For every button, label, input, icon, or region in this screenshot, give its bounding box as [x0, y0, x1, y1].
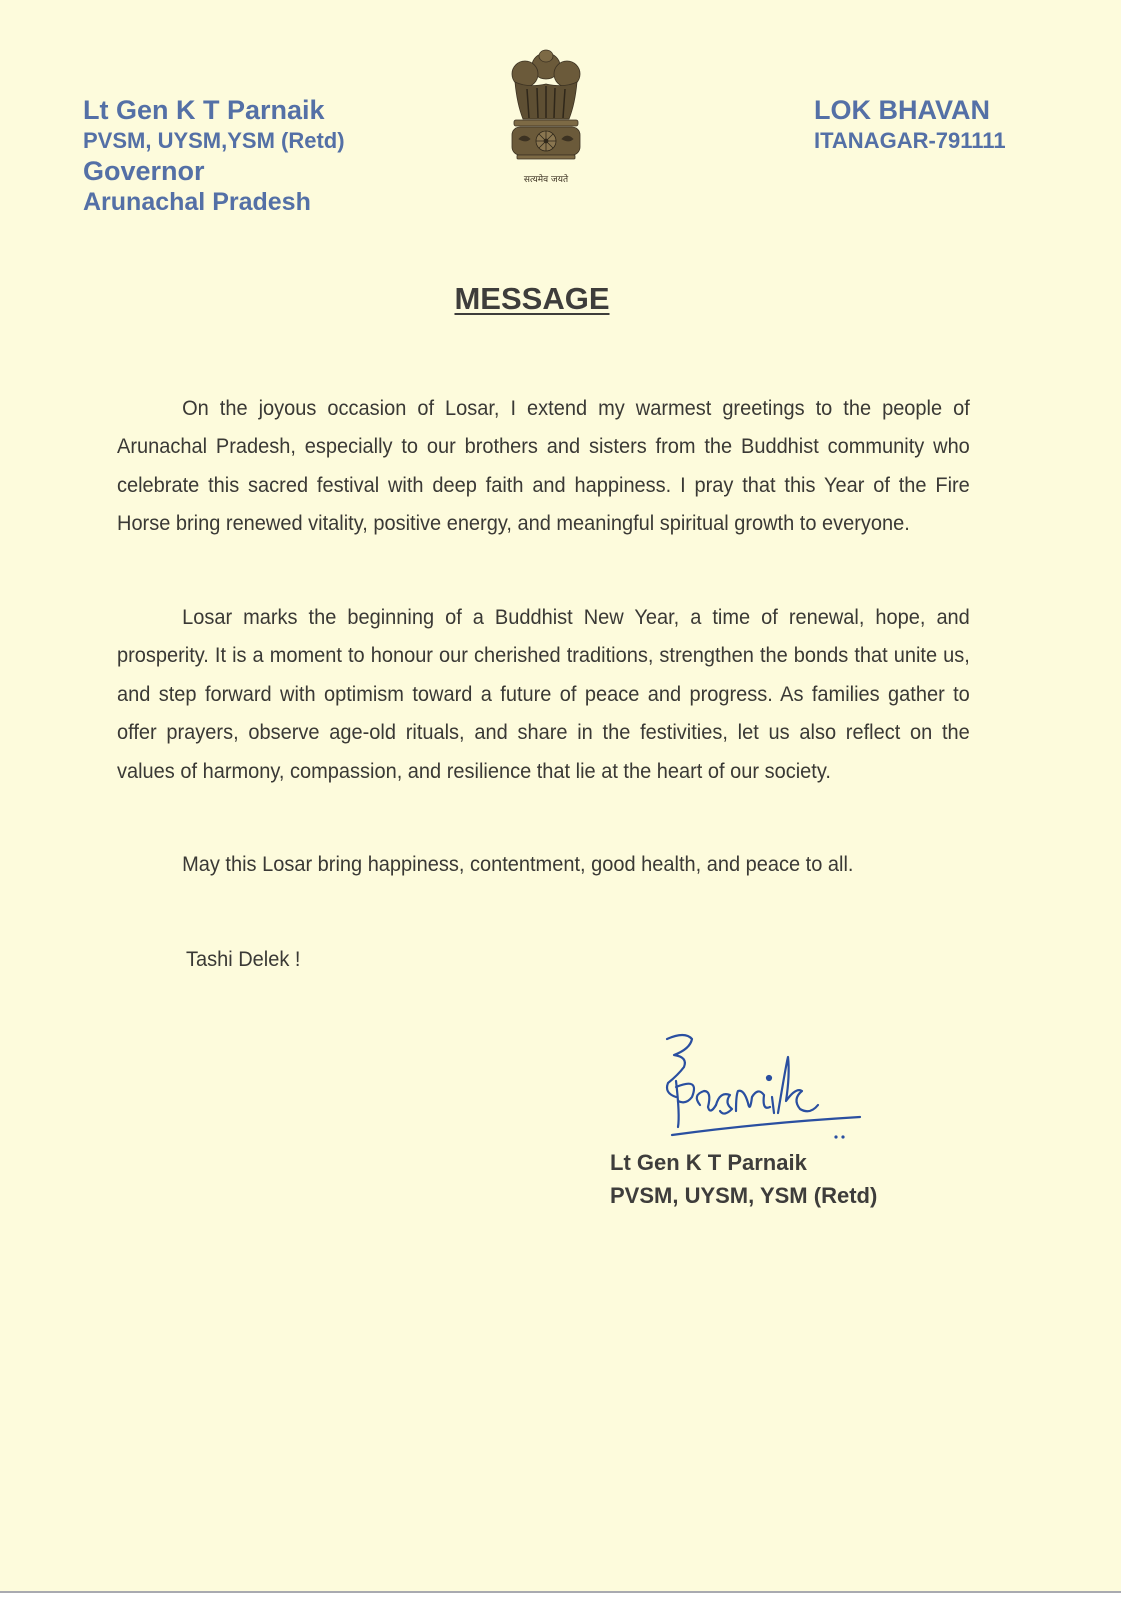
signatory-name: Lt Gen K T Parnaik: [610, 1150, 807, 1175]
office-block: [814, 95, 1006, 156]
paragraph-text: May this Losar bring happiness, contentment, good health, and peace to all.: [182, 852, 854, 876]
handwritten-signature: [640, 1025, 870, 1145]
office-address: ITANAGAR-791111: [814, 128, 1006, 153]
signatory-block: [610, 1146, 877, 1212]
sender-block: [83, 95, 345, 218]
sender-title: Governor: [83, 156, 205, 186]
message-title: MESSAGE: [454, 281, 610, 316]
sender-state: Arunachal Pradesh: [83, 188, 311, 216]
paragraph-text: On the joyous occasion of Losar, I extend my warmest greetings to the people of Arunachal Pradesh, especially to our brothers and sisters from the Buddhist community who celebrate this sacred festival with deep faith and happiness. I pray that this Year of the Fire Horse bring renewed vitality, positive energy, and meaningful spiritual growth to everyone.: [117, 396, 970, 536]
sender-decorations: PVSM, UYSM,YSM (Retd): [83, 128, 345, 153]
sender-name: Lt Gen K T Parnaik: [83, 95, 325, 125]
signatory-decorations: PVSM, UYSM, YSM (Retd): [610, 1183, 878, 1208]
state-emblem-icon: [505, 44, 587, 189]
office-name: LOK BHAVAN: [814, 95, 990, 125]
message-paragraph-2: [117, 598, 970, 790]
emblem-motto: सत्यमेव जयते: [523, 175, 569, 185]
closing-greeting: Tashi Delek !: [186, 947, 301, 971]
message-paragraph-1: [117, 389, 970, 543]
paragraph-text: Losar marks the beginning of a Buddhist New Year, a time of renewal, hope, and prosperity. It is a moment to honour our cherished traditions, strengthen the bonds that unite us, and step forward with optimism toward a future of peace and progress. As families gather to offer prayers, observe age-old rituals, and share in the festivities, let us also reflect on the values of harmony, compassion, and resilience that lie at the heart of our society.: [117, 605, 970, 783]
message-paragraph-3: [117, 845, 970, 883]
